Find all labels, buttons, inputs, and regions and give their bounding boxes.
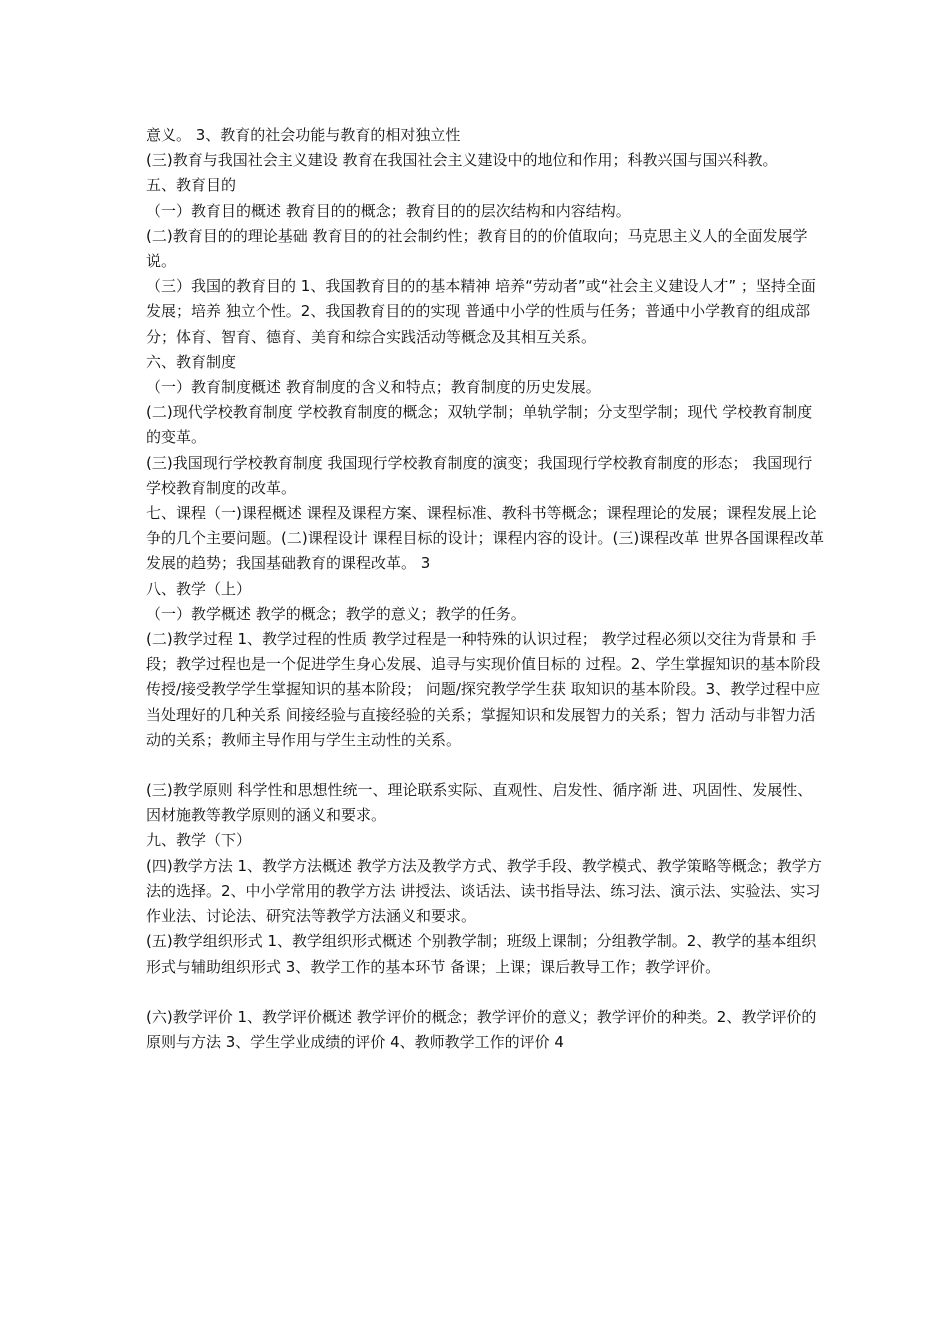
heading-teaching-part-one: 八、教学（上） — [146, 579, 252, 598]
document-body — [146, 123, 826, 1055]
paragraph-national-aims: （三）我国的教育目的 1、我国教育目的的基本精神 培养“劳动者”或“社会主义建设人才” ；坚持全面发展；培养 独立个性。2、我国教育目的的实现 普通中小学的性质与任务；普通中小学教育的组成部分；体育、智育、德育、美育和综合实践活动等概念及其相互关系。 — [146, 277, 816, 346]
paragraph-current-school-system: (三)我国现行学校教育制度 我国现行学校教育制度的演变；我国现行学校教育制度的形态； 我国现行学校教育制度的改革。 — [146, 453, 813, 497]
paragraph-teaching-process: (二)教学过程 1、教学过程的性质 教学过程是一种特殊的认识过程； 教学过程必须以交往为背景和 手段；教学过程也是一个促进学生身心发展、追寻与实现价值目标的 过程。2、学生掌握知识的基本阶段 传授/接受教学学生掌握知识的基本阶段； 问题/探究教学学生获 取知识的基本阶段。3、教学过程中应当处理好的几种关系 间接经验与直接经验的关系；掌握知识和发展智力的关系；智力 活动与非智力活动的关系；教师主导作用与学生主动性的关系。 — [146, 630, 821, 749]
paragraph-aims-overview: （一）教育目的概述 教育目的的概念；教育目的的层次结构和内容结构。 — [146, 201, 631, 220]
paragraph-teaching-methods: (四)教学方法 1、教学方法概述 教学方法及教学方式、教学手段、教学模式、教学策略等概念；教学方法的选择。2、中小学常用的教学方法 讲授法、谈话法、读书指导法、练习法、演示法、实验法、实习 作业法、讨论法、研究法等教学方法涵义和要求。 — [146, 856, 822, 926]
paragraph-aims-theory: (二)教育目的的理论基础 教育目的的社会制约性；教育目的的价值取向；马克思主义人的全面发展学说。 — [146, 226, 808, 271]
heading-teaching-part-two: 九、教学（下） — [146, 831, 252, 850]
paragraph-education-socialism: (三)教育与我国社会主义建设 教育在我国社会主义建设中的地位和作用；科教兴国与国兴科教。 — [146, 151, 778, 170]
paragraph-modern-school-system: (二)现代学校教育制度 学校教育制度的概念；双轨学制；单轨学制；分支型学制；现代 学校教育制度的变革。 — [146, 403, 813, 447]
paragraph-curriculum: 七、课程（一)课程概述 课程及课程方案、课程标准、教科书等概念；课程理论的发展；课程发展上论争的几个主要问题。(二)课程设计 课程目标的设计；课程内容的设计。(三)课程改革 世界各国课程改革发展的趋势；我国基础教育的课程改革。 3 — [146, 504, 824, 573]
heading-education-aims: 五、教育目的 — [146, 176, 237, 195]
heading-education-system: 六、教育制度 — [146, 352, 237, 371]
paragraph-teaching-evaluation: (六)教学评价 1、教学评价概述 教学评价的概念；教学评价的意义；教学评价的种类。2、教学评价的原则与方法 3、学生学业成绩的评价 4、教师教学工作的评价 4 — [146, 1007, 817, 1051]
paragraph-teaching-principles: (三)教学原则 科学性和思想性统一、理论联系实际、直观性、启发性、循序渐 进、巩固性、发展性、因材施教等教学原则的涵义和要求。 — [146, 781, 813, 825]
paragraph-teaching-organization: (五)教学组织形式 1、教学组织形式概述 个别教学制；班级上课制；分组教学制。2、教学的基本组织形式与辅助组织形式 3、教学工作的基本环节 备课；上课；课后教导工作；教学评价。 — [146, 932, 817, 976]
paragraph-significance: 意义。 3、教育的社会功能与教育的相对独立性 — [146, 126, 461, 144]
paragraph-system-overview: （一）教育制度概述 教育制度的含义和特点；教育制度的历史发展。 — [146, 378, 601, 397]
paragraph-teaching-overview: （一）教学概述 教学的概念；教学的意义；教学的任务。 — [146, 604, 526, 623]
